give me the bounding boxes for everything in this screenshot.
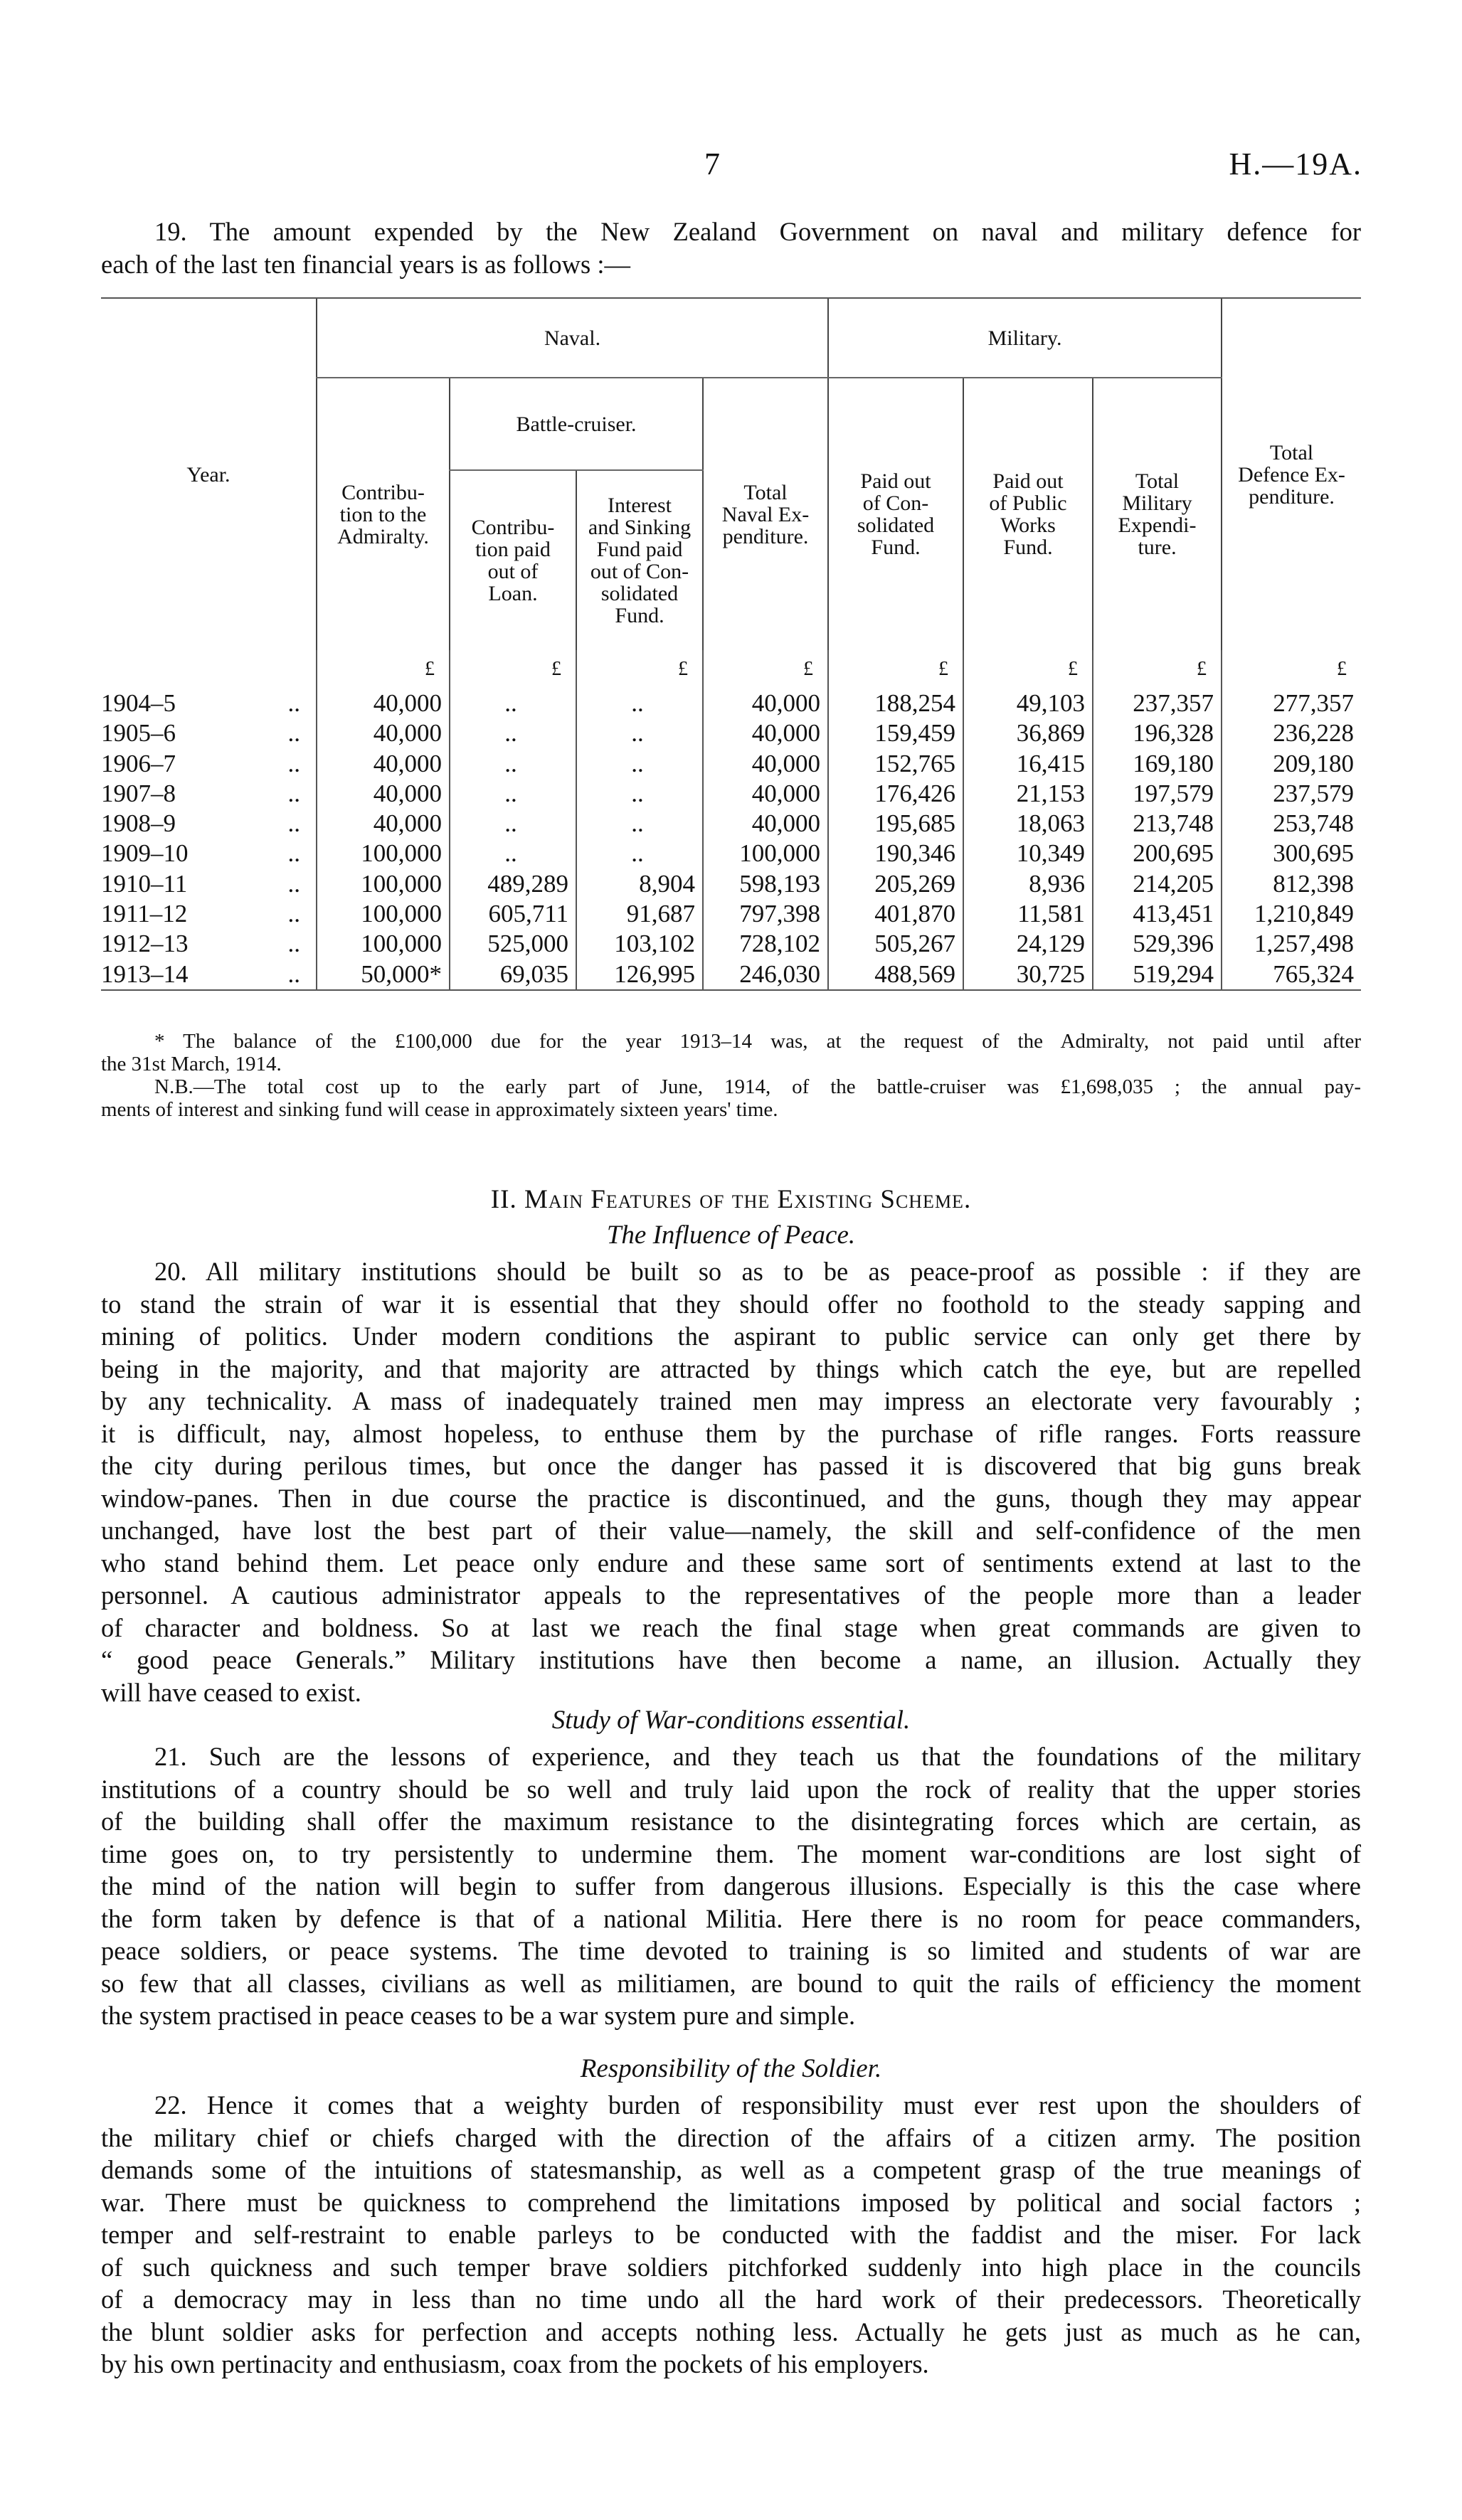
amount-cell: .. xyxy=(450,839,576,868)
text-line: the 31st March, 1914. xyxy=(101,1053,282,1075)
table-row xyxy=(101,749,1361,779)
text-line: to stand the strain of war it is essential that they should offer no foothold to the steady sapping and xyxy=(101,1289,1361,1319)
text-line: who stand behind them. Let peace only endure and these same sort of sentiments extend at last to the xyxy=(101,1548,1361,1578)
table-body xyxy=(101,650,1361,990)
amount-cell: 169,180 xyxy=(1093,749,1222,779)
text-line: institutions of a country should be so well and truly laid upon the rock of reality that the upper stories xyxy=(101,1774,1361,1804)
leader-dots: .. xyxy=(287,959,300,988)
section-heading: II. Main Features of the Existing Scheme. xyxy=(490,1185,972,1214)
text-line: will have ceased to exist. xyxy=(101,1677,361,1707)
amount-cell: .. xyxy=(576,839,703,868)
amount-cell: .. xyxy=(576,749,703,779)
amount-cell: 91,687 xyxy=(576,899,703,929)
year-label: 1913–14 xyxy=(101,959,189,988)
page-number: 7 xyxy=(704,147,720,181)
text-line: unchanged, have lost the best part of their value—namely, the skill and self-confidence of the men xyxy=(101,1516,1361,1545)
amount-cell: 10,349 xyxy=(963,839,1093,868)
amount-cell: 36,869 xyxy=(963,718,1093,748)
total-naval-header: Total Naval Ex- penditure. xyxy=(703,378,828,650)
total-defence-header: Total Defence Ex- penditure. xyxy=(1222,298,1361,650)
amount-cell: 1,257,498 xyxy=(1222,929,1361,959)
text-line: 21. Such are the lessons of experience, and they teach us that the foundations of the military xyxy=(154,1742,1361,1771)
text-line: ments of interest and sinking fund will cease in approximately sixteen years' time. xyxy=(101,1098,778,1121)
amount-cell: 152,765 xyxy=(828,749,963,779)
amount-cell: 69,035 xyxy=(450,959,576,990)
text-line: personnel. A cautious administrator appeals to the representatives of the people more than a leader xyxy=(101,1580,1361,1610)
amount-cell: 195,685 xyxy=(828,809,963,839)
amount-cell: .. xyxy=(450,779,576,809)
leader-dots: .. xyxy=(287,930,300,958)
paragraph-19 xyxy=(101,216,1361,280)
subheading-study-of-war-conditions: Study of War-conditions essential. xyxy=(551,1706,911,1735)
year-label: 1906–7 xyxy=(101,749,176,777)
interest-sinking-header: Interest and Sinking Fund paid out of Con- solidated Fund. xyxy=(576,470,703,650)
battle-cruiser-header: Battle-cruiser. xyxy=(450,378,703,470)
amount-cell: 103,102 xyxy=(576,929,703,959)
year-cell xyxy=(101,718,317,748)
currency-symbol: £ xyxy=(828,650,963,689)
year-cell xyxy=(101,899,317,929)
subheading-responsibility-of-soldier: Responsibility of the Soldier. xyxy=(580,2054,882,2083)
currency-symbol: £ xyxy=(963,650,1093,689)
text-line: of such quickness and such temper brave soldiers pitchforked suddenly into high place in the councils xyxy=(101,2252,1361,2282)
amount-cell: 214,205 xyxy=(1093,869,1222,899)
table-row xyxy=(101,899,1361,929)
amount-cell: 728,102 xyxy=(703,929,828,959)
amount-cell: .. xyxy=(576,689,703,718)
amount-cell: 16,415 xyxy=(963,749,1093,779)
amount-cell: 605,711 xyxy=(450,899,576,929)
leader-dots: .. xyxy=(287,839,300,868)
military-header: Military. xyxy=(828,298,1222,378)
amount-cell: 236,228 xyxy=(1222,718,1361,748)
table-row xyxy=(101,689,1361,718)
amount-cell: 126,995 xyxy=(576,959,703,990)
amount-cell: .. xyxy=(450,689,576,718)
amount-cell: 190,346 xyxy=(828,839,963,868)
amount-cell: .. xyxy=(576,779,703,809)
text-line: the system practised in peace ceases to be a war system pure and simple. xyxy=(101,2001,856,2030)
text-line: 19. The amount expended by the New Zealand Government on naval and military defence for xyxy=(154,217,1361,246)
text-line: of the building shall offer the maximum resistance to the disintegrating forces which are certain, as xyxy=(101,1807,1361,1836)
amount-cell: 797,398 xyxy=(703,899,828,929)
currency-symbol: £ xyxy=(1222,650,1361,689)
year-cell xyxy=(101,689,317,718)
amount-cell: 529,396 xyxy=(1093,929,1222,959)
amount-cell: 209,180 xyxy=(1222,749,1361,779)
amount-cell: 40,000 xyxy=(317,749,450,779)
amount-cell: .. xyxy=(576,718,703,748)
contribution-loan-header: Contribu- tion paid out of Loan. xyxy=(450,470,576,650)
text-line: war. There must be quickness to comprehend the limitations imposed by political and social factors ; xyxy=(101,2187,1361,2217)
text-line: 22. Hence it comes that a weighty burden of responsibility must ever rest upon the shoulders of xyxy=(154,2090,1361,2120)
amount-cell: 300,695 xyxy=(1222,839,1361,868)
text-line: being in the majority, and that majority are attracted by things which catch the eye, but are repelled xyxy=(101,1354,1361,1383)
amount-cell: 40,000 xyxy=(317,809,450,839)
amount-cell: .. xyxy=(450,809,576,839)
amount-cell: 200,695 xyxy=(1093,839,1222,868)
paid-public-works-header: Paid out of Public Works Fund. xyxy=(963,378,1093,650)
currency-symbol: £ xyxy=(576,650,703,689)
year-cell-empty xyxy=(101,650,317,689)
amount-cell: 50,000* xyxy=(317,959,450,990)
year-header: Year. xyxy=(101,298,317,650)
amount-cell: 40,000 xyxy=(703,718,828,748)
amount-cell: 8,936 xyxy=(963,869,1093,899)
table-row xyxy=(101,779,1361,809)
text-line: N.B.—The total cost up to the early part of June, 1914, of the battle-cruiser was £1,698,035 ; the annual pay- xyxy=(154,1075,1361,1098)
leader-dots: .. xyxy=(287,689,300,717)
amount-cell: 598,193 xyxy=(703,869,828,899)
amount-cell: 18,063 xyxy=(963,809,1093,839)
currency-symbol: £ xyxy=(1093,650,1222,689)
text-line: by his own pertinacity and enthusiasm, coax from the pockets of his employers. xyxy=(101,2349,929,2378)
amount-cell: 49,103 xyxy=(963,689,1093,718)
amount-cell: 24,129 xyxy=(963,929,1093,959)
amount-cell: 213,748 xyxy=(1093,809,1222,839)
amount-cell: 237,357 xyxy=(1093,689,1222,718)
leader-dots: .. xyxy=(287,809,300,838)
amount-cell: 413,451 xyxy=(1093,899,1222,929)
text-line: the military chief or chiefs charged with the direction of the affairs of a citizen army. The position xyxy=(101,2122,1361,2152)
amount-cell: 519,294 xyxy=(1093,959,1222,990)
year-label: 1911–12 xyxy=(101,900,188,928)
text-line: “ good peace Generals.” Military institutions have then become a name, an illusion. Actually they xyxy=(101,1645,1361,1674)
amount-cell: 188,254 xyxy=(828,689,963,718)
amount-cell: 488,569 xyxy=(828,959,963,990)
defence-expenditure-table xyxy=(101,297,1361,991)
year-label: 1907–8 xyxy=(101,779,176,807)
paid-consolidated-header: Paid out of Con- solidated Fund. xyxy=(828,378,963,650)
text-line: peace soldiers, or peace systems. The time devoted to training is so limited and students of war are xyxy=(101,1936,1361,1965)
year-cell xyxy=(101,779,317,809)
text-line: mining of politics. Under modern conditions the aspirant to public service can only get there by xyxy=(101,1322,1361,1351)
amount-cell: 100,000 xyxy=(317,869,450,899)
contribution-admiralty-header: Contribu- tion to the Admiralty. xyxy=(317,378,450,650)
amount-cell: 21,153 xyxy=(963,779,1093,809)
text-line: time goes on, to try persistently to undermine them. The moment war-conditions are lost sight of xyxy=(101,1839,1361,1868)
amount-cell: 100,000 xyxy=(317,899,450,929)
year-cell xyxy=(101,959,317,990)
amount-cell: 197,579 xyxy=(1093,779,1222,809)
table-row xyxy=(101,809,1361,839)
leader-dots: .. xyxy=(287,779,300,807)
amount-cell: 100,000 xyxy=(317,929,450,959)
text-line: of character and boldness. So at last we reach the final stage when great commands are given to xyxy=(101,1612,1361,1642)
amount-cell: 8,904 xyxy=(576,869,703,899)
amount-cell: 237,579 xyxy=(1222,779,1361,809)
table-row xyxy=(101,869,1361,899)
amount-cell: 253,748 xyxy=(1222,809,1361,839)
text-line: so few that all classes, civilians as well as militiamen, are bound to quit the rails of efficiency the moment xyxy=(101,1968,1361,1998)
amount-cell: 246,030 xyxy=(703,959,828,990)
amount-cell: 505,267 xyxy=(828,929,963,959)
text-line: by any technicality. A mass of inadequately trained men may impress an electorate very favourably ; xyxy=(101,1386,1361,1415)
currency-symbol: £ xyxy=(317,650,450,689)
amount-cell: .. xyxy=(450,718,576,748)
currency-symbol: £ xyxy=(703,650,828,689)
year-label: 1908–9 xyxy=(101,809,176,838)
text-line: the mind of the nation will begin to suffer from dangerous illusions. Especially is this the case where xyxy=(101,1871,1361,1900)
year-label: 1909–10 xyxy=(101,839,189,868)
year-cell xyxy=(101,839,317,868)
amount-cell: 812,398 xyxy=(1222,869,1361,899)
year-cell xyxy=(101,869,317,899)
subheading-influence-of-peace: The Influence of Peace. xyxy=(606,1221,856,1250)
text-line: each of the last ten financial years is as follows :— xyxy=(101,249,630,279)
amount-cell: 30,725 xyxy=(963,959,1093,990)
amount-cell: 40,000 xyxy=(317,718,450,748)
amount-cell: 765,324 xyxy=(1222,959,1361,990)
leader-dots: .. xyxy=(287,749,300,777)
text-line: the form taken by defence is that of a national Militia. Here there is no room for peace commanders, xyxy=(101,1903,1361,1933)
currency-symbol: £ xyxy=(450,650,576,689)
leader-dots: .. xyxy=(287,900,300,928)
paragraph-20 xyxy=(101,1255,1361,1708)
amount-cell: .. xyxy=(450,749,576,779)
year-label: 1912–13 xyxy=(101,930,189,958)
text-line: 20. All military institutions should be built so as to be as peace-proof as possible : if they are xyxy=(154,1257,1361,1286)
amount-cell: 159,459 xyxy=(828,718,963,748)
text-line: the blunt soldier asks for perfection and accepts nothing less. Actually he gets just as much as he can, xyxy=(101,2317,1361,2346)
amount-cell: 277,357 xyxy=(1222,689,1361,718)
amount-cell: 40,000 xyxy=(703,779,828,809)
document-reference: H.—19A. xyxy=(1229,147,1362,181)
amount-cell: 100,000 xyxy=(317,839,450,868)
text-line: the city during perilous times, but once the danger has passed it is discovered that big guns break xyxy=(101,1451,1361,1480)
amount-cell: 1,210,849 xyxy=(1222,899,1361,929)
text-line: window-panes. Then in due course the practice is discontinued, and the guns, though they may appear xyxy=(101,1483,1361,1513)
footnotes xyxy=(101,1030,1361,1121)
table-row xyxy=(101,718,1361,748)
year-cell xyxy=(101,749,317,779)
amount-cell: 205,269 xyxy=(828,869,963,899)
amount-cell: 11,581 xyxy=(963,899,1093,929)
amount-cell: 401,870 xyxy=(828,899,963,929)
text-line: * The balance of the £100,000 due for the year 1913–14 was, at the request of the Admiralty, not paid until after xyxy=(154,1030,1361,1053)
text-line: of a democracy may in less than no time undo all the hard work of their predecessors. Theoretically xyxy=(101,2285,1361,2314)
text-line: temper and self-restraint to enable parleys to be conducted with the faddist and the miser. For lack xyxy=(101,2220,1361,2249)
leader-dots: .. xyxy=(287,719,300,748)
amount-cell: 40,000 xyxy=(317,689,450,718)
naval-header: Naval. xyxy=(317,298,828,378)
leader-dots: .. xyxy=(287,869,300,898)
year-label: 1910–11 xyxy=(101,869,188,898)
amount-cell: 176,426 xyxy=(828,779,963,809)
amount-cell: 40,000 xyxy=(703,809,828,839)
table-row xyxy=(101,839,1361,868)
amount-cell: 100,000 xyxy=(703,839,828,868)
currency-row xyxy=(101,650,1361,689)
text-line: it is difficult, nay, almost hopeless, to enthuse them by the purchase of rifle ranges. Forts reassure xyxy=(101,1418,1361,1448)
year-label: 1904–5 xyxy=(101,689,176,717)
paragraph-21 xyxy=(101,1740,1361,2032)
table-row xyxy=(101,959,1361,990)
text-line: demands some of the intuitions of statesmanship, as well as a competent grasp of the true meanings of xyxy=(101,2155,1361,2184)
amount-cell: 40,000 xyxy=(703,689,828,718)
amount-cell: 196,328 xyxy=(1093,718,1222,748)
table-row xyxy=(101,929,1361,959)
amount-cell: .. xyxy=(576,809,703,839)
amount-cell: 489,289 xyxy=(450,869,576,899)
paragraph-22 xyxy=(101,2089,1361,2381)
amount-cell: 525,000 xyxy=(450,929,576,959)
year-label: 1905–6 xyxy=(101,719,176,748)
amount-cell: 40,000 xyxy=(317,779,450,809)
year-cell xyxy=(101,929,317,959)
total-military-header: Total Military Expendi- ture. xyxy=(1093,378,1222,650)
year-cell xyxy=(101,809,317,839)
amount-cell: 40,000 xyxy=(703,749,828,779)
